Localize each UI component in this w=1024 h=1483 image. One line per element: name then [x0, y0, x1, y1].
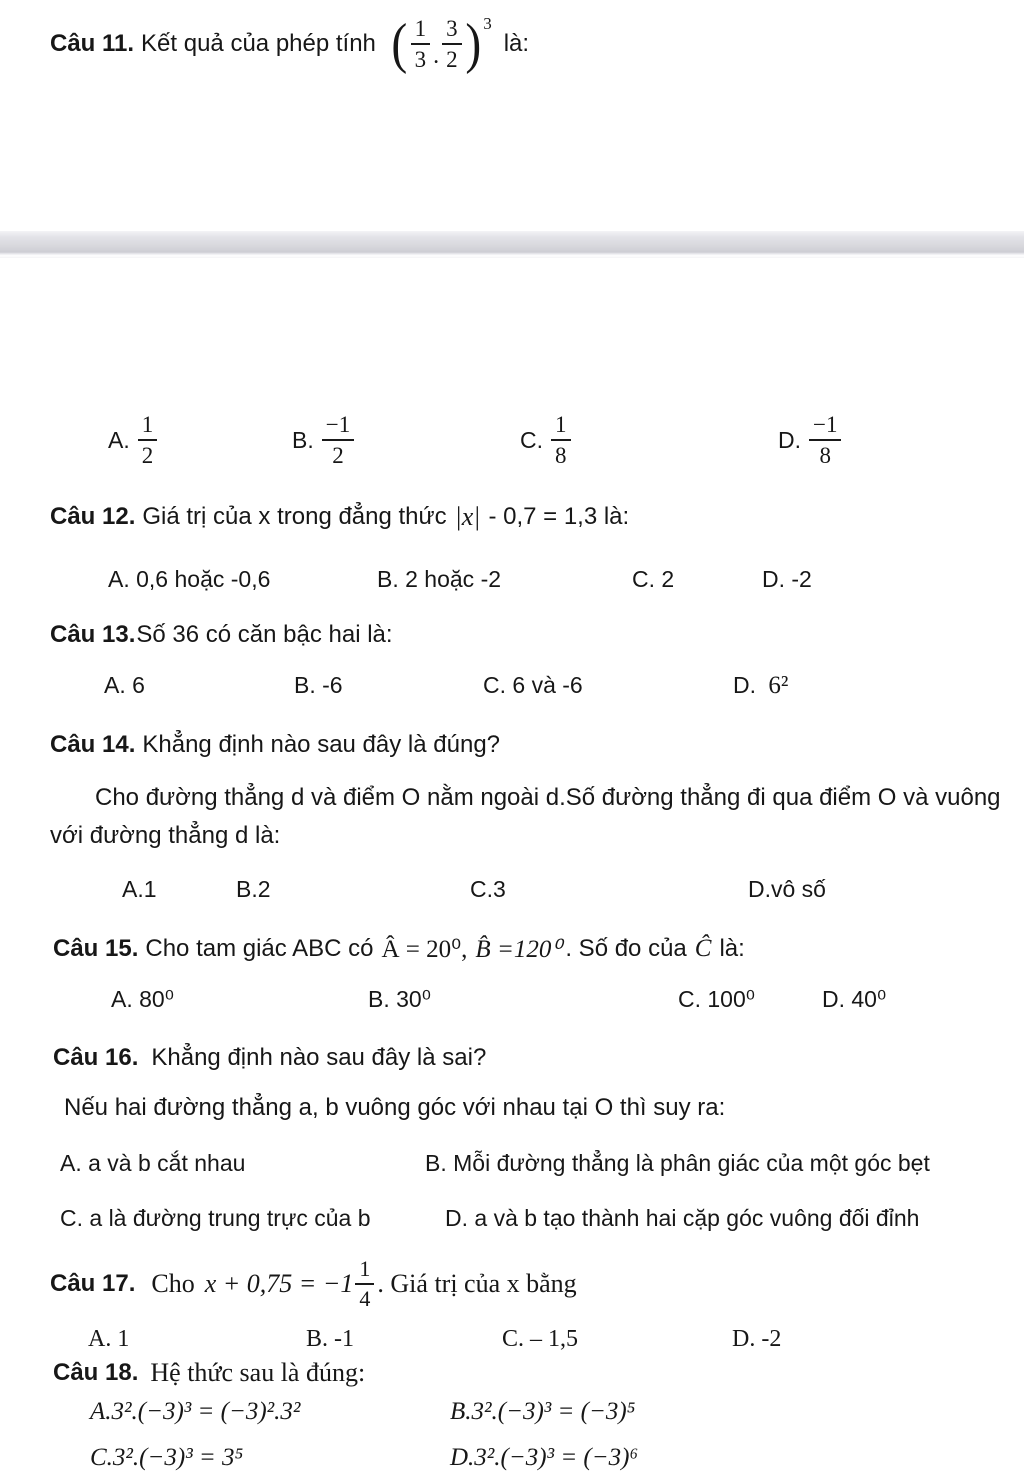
question-18-title: [53, 1355, 365, 1391]
q15-label: Câu 15.: [53, 935, 139, 962]
q14-option-d: D.vô số: [748, 876, 826, 902]
question-14-title: [50, 727, 500, 763]
q17-option-c: C. – 1,5: [502, 1326, 579, 1352]
q15-option-c: C. 100⁰: [678, 986, 755, 1012]
exponent: 3: [483, 14, 492, 33]
q12-option-d: D. -2: [762, 566, 812, 592]
q12-option-b: B. 2 hoặc -2: [377, 566, 502, 592]
q14-text: Khẳng định nào sau đây là đúng?: [142, 731, 501, 758]
fraction-3-2: $\frac{3}{2}$: [442, 17, 462, 71]
q15-angle-a: Â = 20⁰,: [381, 936, 468, 963]
q15-angle-b: B̂ =120⁰: [475, 936, 562, 963]
q11-text: Kết quả của phép tính: [141, 30, 376, 57]
q18-text: Hệ thức sau là đúng:: [150, 1358, 366, 1387]
q15-pre: Cho tam giác ABC có: [145, 935, 374, 962]
q11-option-b: B. $\frac{-1}{2}$: [292, 413, 354, 467]
question-16-options-row2: [0, 1205, 1024, 1241]
q17-expression: x + 0,75 = −1: [204, 1269, 354, 1298]
q18-label: Câu 18.: [53, 1359, 139, 1386]
q17-option-a: A. 1: [88, 1326, 130, 1352]
question-18-options-row1: [0, 1394, 1024, 1436]
q11-label: Câu 11.: [50, 30, 135, 57]
q12-abs-x: |x|: [454, 502, 481, 531]
q18-option-c: C.3².(−3)³ = 3⁵: [90, 1444, 244, 1471]
q18-option-b: B.3².(−3)³ = (−3)⁵: [450, 1398, 636, 1425]
question-17-title: [50, 1253, 577, 1315]
multiply-dot: .: [433, 42, 440, 69]
q14-option-c: C.3: [470, 876, 506, 902]
q14-body-line2: với đường thẳng d là:: [50, 822, 281, 849]
q12-post: - 0,7 = 1,3 là:: [488, 503, 630, 530]
question-12-options: [0, 566, 1024, 598]
fraction-1-3: $\frac{1}{3}$: [411, 17, 431, 71]
q16-option-c: C. a là đường trung trực của b: [60, 1205, 371, 1231]
question-16-title: [53, 1040, 486, 1076]
q17-fraction: $\frac{1}{4}$: [355, 1258, 374, 1310]
q16-option-d: D. a và b tạo thành hai cặp góc vuông đối đỉnh: [445, 1205, 920, 1231]
q13-option-d: D. 6²: [733, 672, 789, 699]
question-13-options: [0, 672, 1024, 708]
question-15-options: [0, 986, 1024, 1022]
q15-option-b: B. 30⁰: [368, 986, 431, 1012]
q13-text: Số 36 có căn bậc hai là:: [136, 621, 393, 648]
q11-option-c: C. $\frac{1}{8}$: [520, 413, 571, 467]
q17-option-d: D. -2: [732, 1326, 782, 1352]
q16-label: Câu 16.: [53, 1044, 139, 1071]
q15-mid: . Số đo của: [565, 935, 687, 962]
q11-option-d: D. $\frac{-1}{8}$: [778, 413, 841, 467]
q12-label: Câu 12.: [50, 503, 136, 530]
q12-option-c: C. 2: [632, 566, 675, 592]
q16-text: Khẳng định nào sau đây là sai?: [151, 1044, 487, 1071]
q13-option-c: C. 6 và -6: [483, 672, 583, 698]
q13-option-b: B. -6: [294, 672, 343, 698]
question-18-options-row2: [0, 1440, 1024, 1482]
question-12-title: [50, 498, 629, 536]
q17-lead: Cho: [151, 1269, 195, 1298]
question-15-title: [53, 928, 745, 970]
q14-option-a: A.1: [122, 876, 157, 902]
q15-option-a: A. 80⁰: [111, 986, 174, 1012]
question-11-options: [0, 413, 1024, 477]
q12-option-a: A. 0,6 hoặc -0,6: [108, 566, 271, 592]
question-13-title: [50, 617, 393, 653]
q17-label: Câu 17.: [50, 1270, 136, 1297]
q15-angle-c: Ĉ: [694, 935, 712, 962]
q15-tail: là:: [719, 935, 745, 962]
question-16-options-row1: [0, 1150, 1024, 1186]
q12-pre: Giá trị của x trong đẳng thức: [142, 503, 447, 530]
q14-body-line1: Cho đường thẳng d và điểm O nằm ngoài d.Số đường thẳng đi qua điểm O và vuông: [95, 784, 1001, 811]
q15-option-d: D. 40⁰: [822, 986, 887, 1012]
q11-tail: là:: [503, 30, 530, 57]
close-paren: ): [464, 13, 481, 75]
q11-formula: [390, 13, 492, 75]
q13-label: Câu 13.: [50, 621, 136, 648]
q11-option-a: A. $\frac{1}{2}$: [108, 413, 157, 467]
q16-option-b: B. Mỗi đường thẳng là phân giác của một góc bẹt: [425, 1150, 930, 1176]
q14-label: Câu 14.: [50, 731, 136, 758]
q17-tail: . Giá trị của x bằng: [377, 1269, 577, 1298]
q14-option-b: B.2: [236, 876, 271, 902]
question-11-title: [50, 6, 529, 82]
question-14-options: [0, 876, 1024, 910]
open-paren: (: [391, 13, 408, 75]
q13-option-a: A. 6: [104, 672, 145, 698]
q13-option-d-math: 6²: [768, 672, 789, 699]
page-break-separator: [0, 231, 1024, 258]
q16-option-a: A. a và b cắt nhau: [60, 1150, 246, 1176]
q18-option-d: D.3².(−3)³ = (−3)⁶: [450, 1444, 639, 1471]
q17-option-b: B. -1: [306, 1326, 354, 1352]
q16-body: Nếu hai đường thẳng a, b vuông góc với nhau tại O thì suy ra:: [64, 1094, 726, 1121]
q18-option-a: A.3².(−3)³ = (−3)².3²: [90, 1398, 301, 1425]
